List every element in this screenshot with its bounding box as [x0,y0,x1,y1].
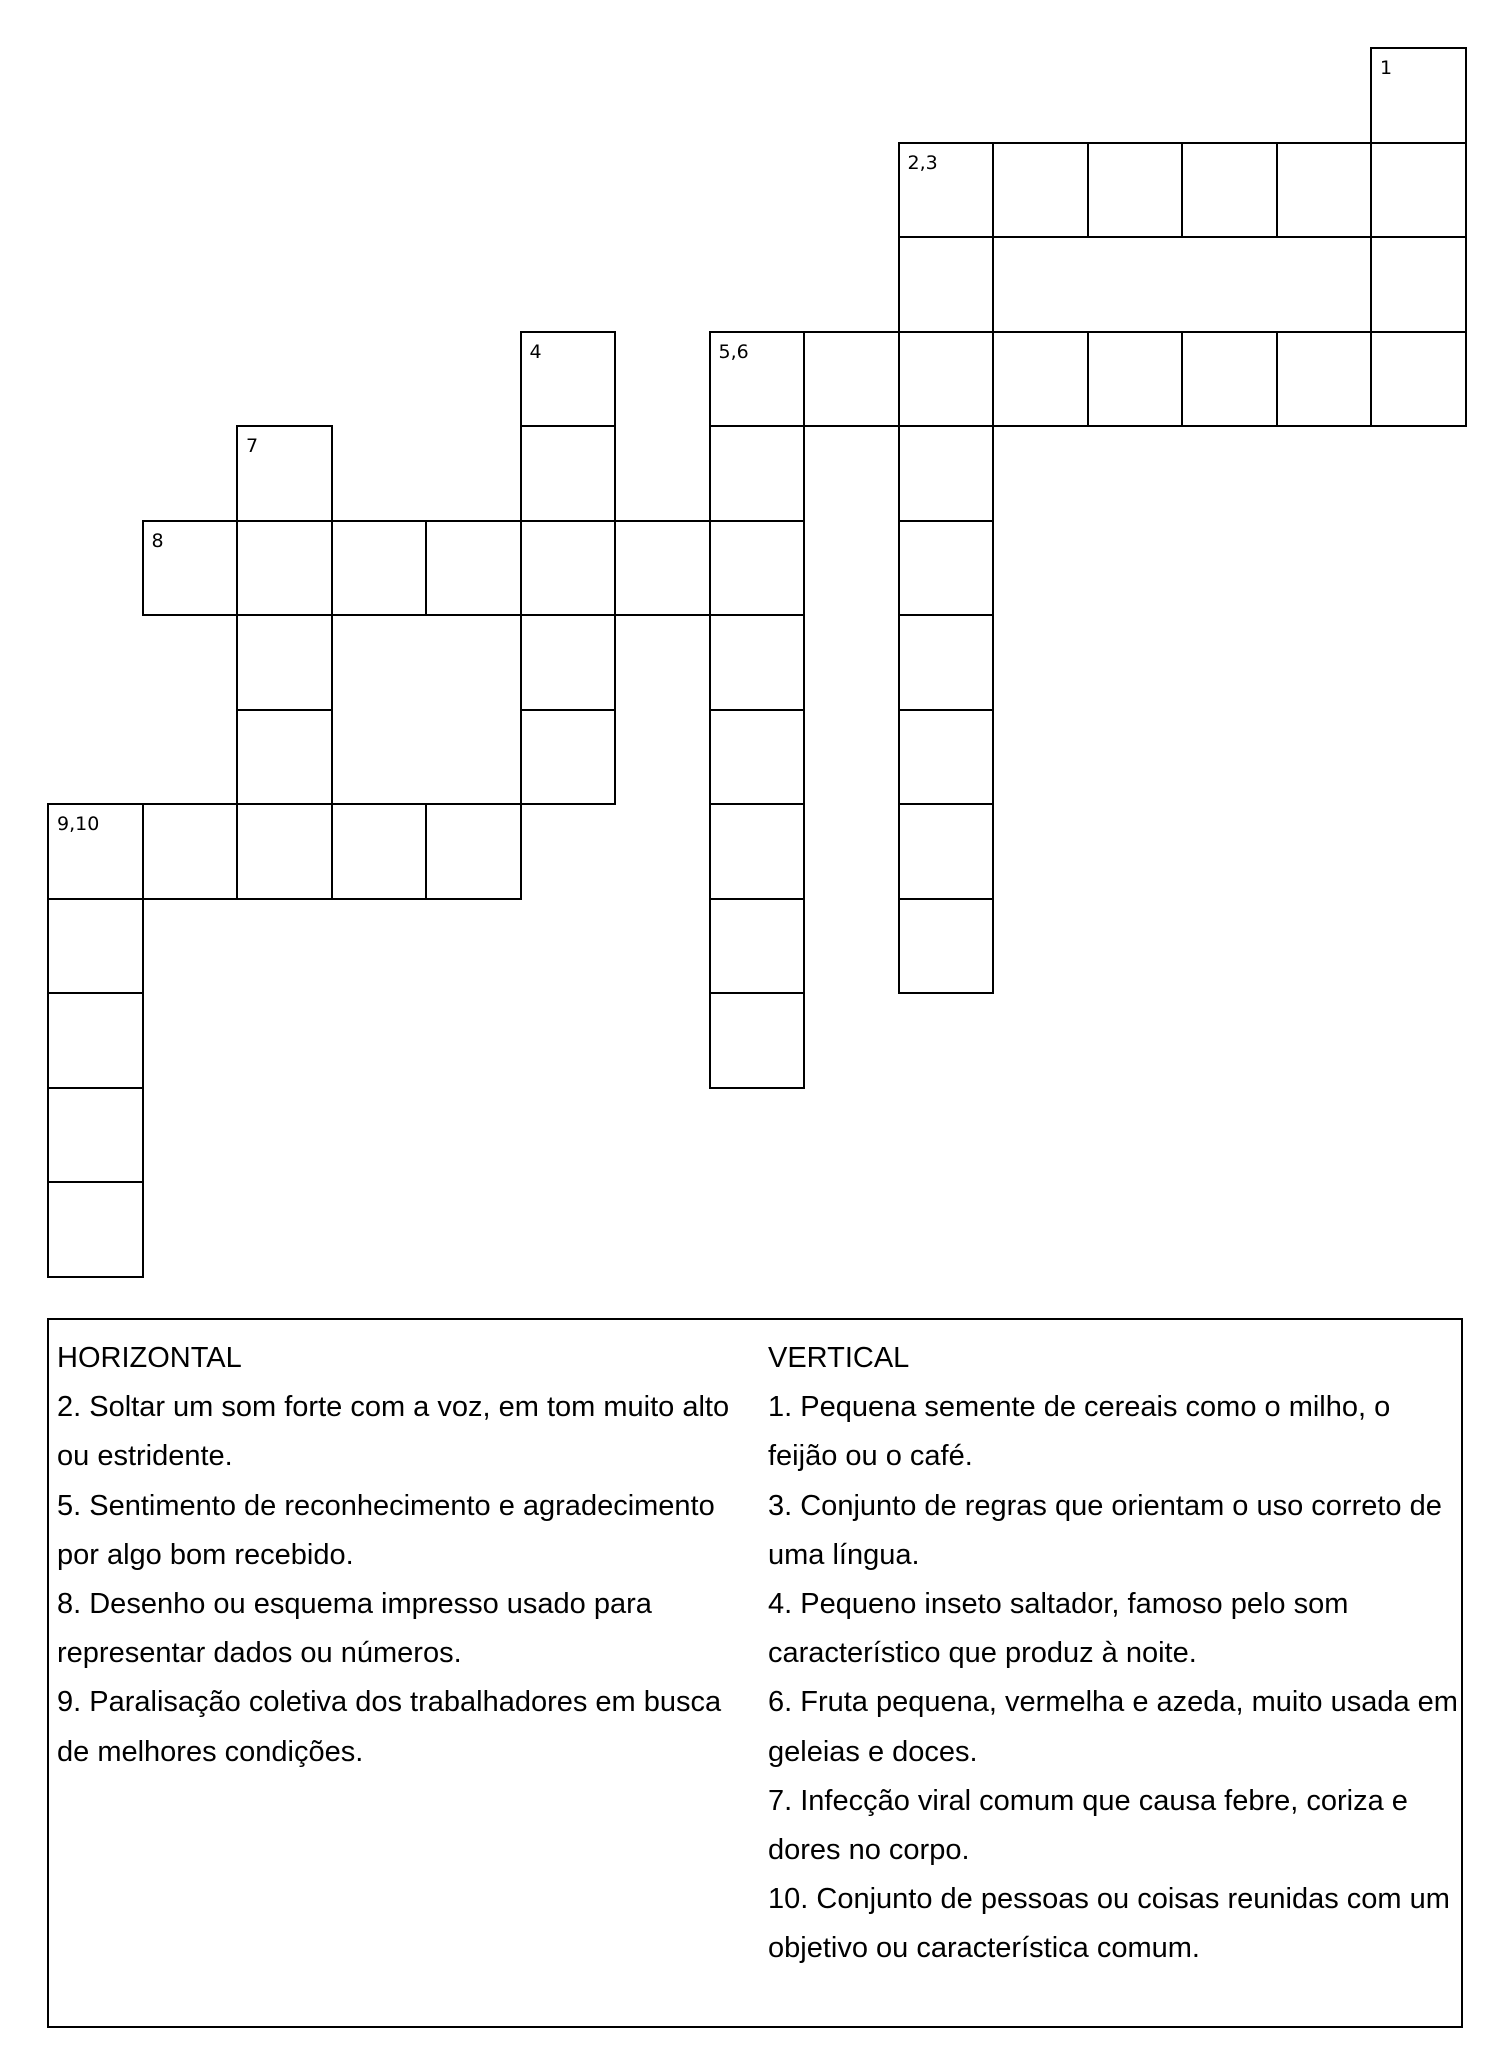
crossword-cell[interactable] [236,614,333,711]
crossword-cell[interactable] [520,709,617,806]
crossword-cell[interactable] [47,992,144,1089]
clue-number: 5,6 [718,340,749,363]
crossword-cell[interactable] [520,520,617,617]
crossword-cell[interactable] [520,425,617,522]
clue-number: 1 [1380,57,1393,79]
crossword-cell[interactable] [47,1181,144,1278]
crossword-cell[interactable] [425,520,522,617]
horizontal-clues [57,1334,757,1777]
clue-horizontal: 5. Sentimento de reconhecimento e agradecimento por algo bom recebido. [57,1489,715,1571]
crossword-cell[interactable] [142,803,239,900]
crossword-cell[interactable] [709,614,806,711]
crossword-cell[interactable] [709,709,806,806]
crossword-cell[interactable] [709,425,806,522]
clue-number: 7 [246,435,259,457]
clue-vertical: 4. Pequeno inseto saltador, famoso pelo som característico que produz à noite. [768,1588,1349,1670]
crossword-cell[interactable] [709,992,806,1089]
crossword-cell[interactable] [898,614,995,711]
crossword-cell[interactable] [520,331,617,428]
crossword-cell[interactable] [1181,331,1278,428]
crossword-cell[interactable] [803,331,900,428]
clue-horizontal: 2. Soltar um som forte com a voz, em tom muito alto ou estridente. [57,1391,730,1473]
crossword-cell[interactable] [898,425,995,522]
crossword-cell[interactable] [898,803,995,900]
crossword-cell[interactable] [1370,236,1467,333]
crossword-cell[interactable] [47,803,144,900]
clue-number: 9,10 [57,813,100,835]
crossword-cell[interactable] [992,331,1089,428]
crossword-cell[interactable] [898,236,995,333]
crossword-cell[interactable] [47,898,144,995]
crossword-cell[interactable] [1370,331,1467,428]
crossword-cell[interactable] [47,1087,144,1184]
clue-horizontal: 9. Paralisação coletiva dos trabalhadores em busca de melhores condições. [57,1686,722,1768]
clue-number: 4 [529,340,542,363]
crossword-cell[interactable] [1181,142,1278,239]
crossword-cell[interactable] [709,898,806,995]
vertical-title: VERTICAL [768,1342,910,1374]
crossword-cell[interactable] [331,803,428,900]
clue-vertical: 7. Infecção viral comum que causa febre, coriza e dores no corpo. [768,1784,1408,1867]
crossword-cell[interactable] [1276,331,1373,428]
crossword-cell[interactable] [1370,142,1467,239]
crossword-cell[interactable] [1087,142,1184,239]
clue-vertical: 6. Fruta pequena, vermelha e azeda, muito usada em geleias e doces. [768,1686,1458,1768]
crossword-cell[interactable] [236,803,333,900]
clue-vertical: 3. Conjunto de regras que orientam o uso correto de uma língua. [768,1489,1442,1571]
clue-vertical: 10. Conjunto de pessoas ou coisas reunidas com um objetivo ou característica comum. [768,1883,1450,1965]
crossword-cell[interactable] [236,520,333,617]
crossword-cell[interactable] [331,520,428,617]
crossword-cell[interactable] [520,614,617,711]
crossword-cell[interactable] [425,803,522,900]
crossword-cell[interactable] [1276,142,1373,239]
crossword-cell[interactable] [898,520,995,617]
crossword-cell[interactable] [898,331,995,428]
clue-number: 8 [151,529,164,552]
crossword-cell[interactable] [709,331,806,428]
crossword-cell[interactable] [1370,47,1467,144]
horizontal-title: HORIZONTAL [57,1342,242,1374]
clue-number: 2,3 [907,151,938,174]
crossword-cell[interactable] [709,803,806,900]
crossword-cell[interactable] [614,520,711,617]
crossword-cell[interactable] [142,520,239,617]
crossword-cell[interactable] [898,709,995,806]
crossword-cell[interactable] [236,425,333,522]
vertical-clues [768,1334,1458,1974]
crossword-cell[interactable] [898,898,995,995]
clue-vertical: 1. Pequena semente de cereais como o milho, o feijão ou o café. [768,1391,1391,1473]
crossword-cell[interactable] [709,520,806,617]
crossword-cell[interactable] [992,142,1089,239]
crossword-cell[interactable] [1087,331,1184,428]
crossword-cell[interactable] [236,709,333,806]
clues-box [47,1318,1463,2028]
crossword-cell[interactable] [898,142,995,239]
clue-horizontal: 8. Desenho ou esquema impresso usado para representar dados ou números. [57,1588,652,1670]
